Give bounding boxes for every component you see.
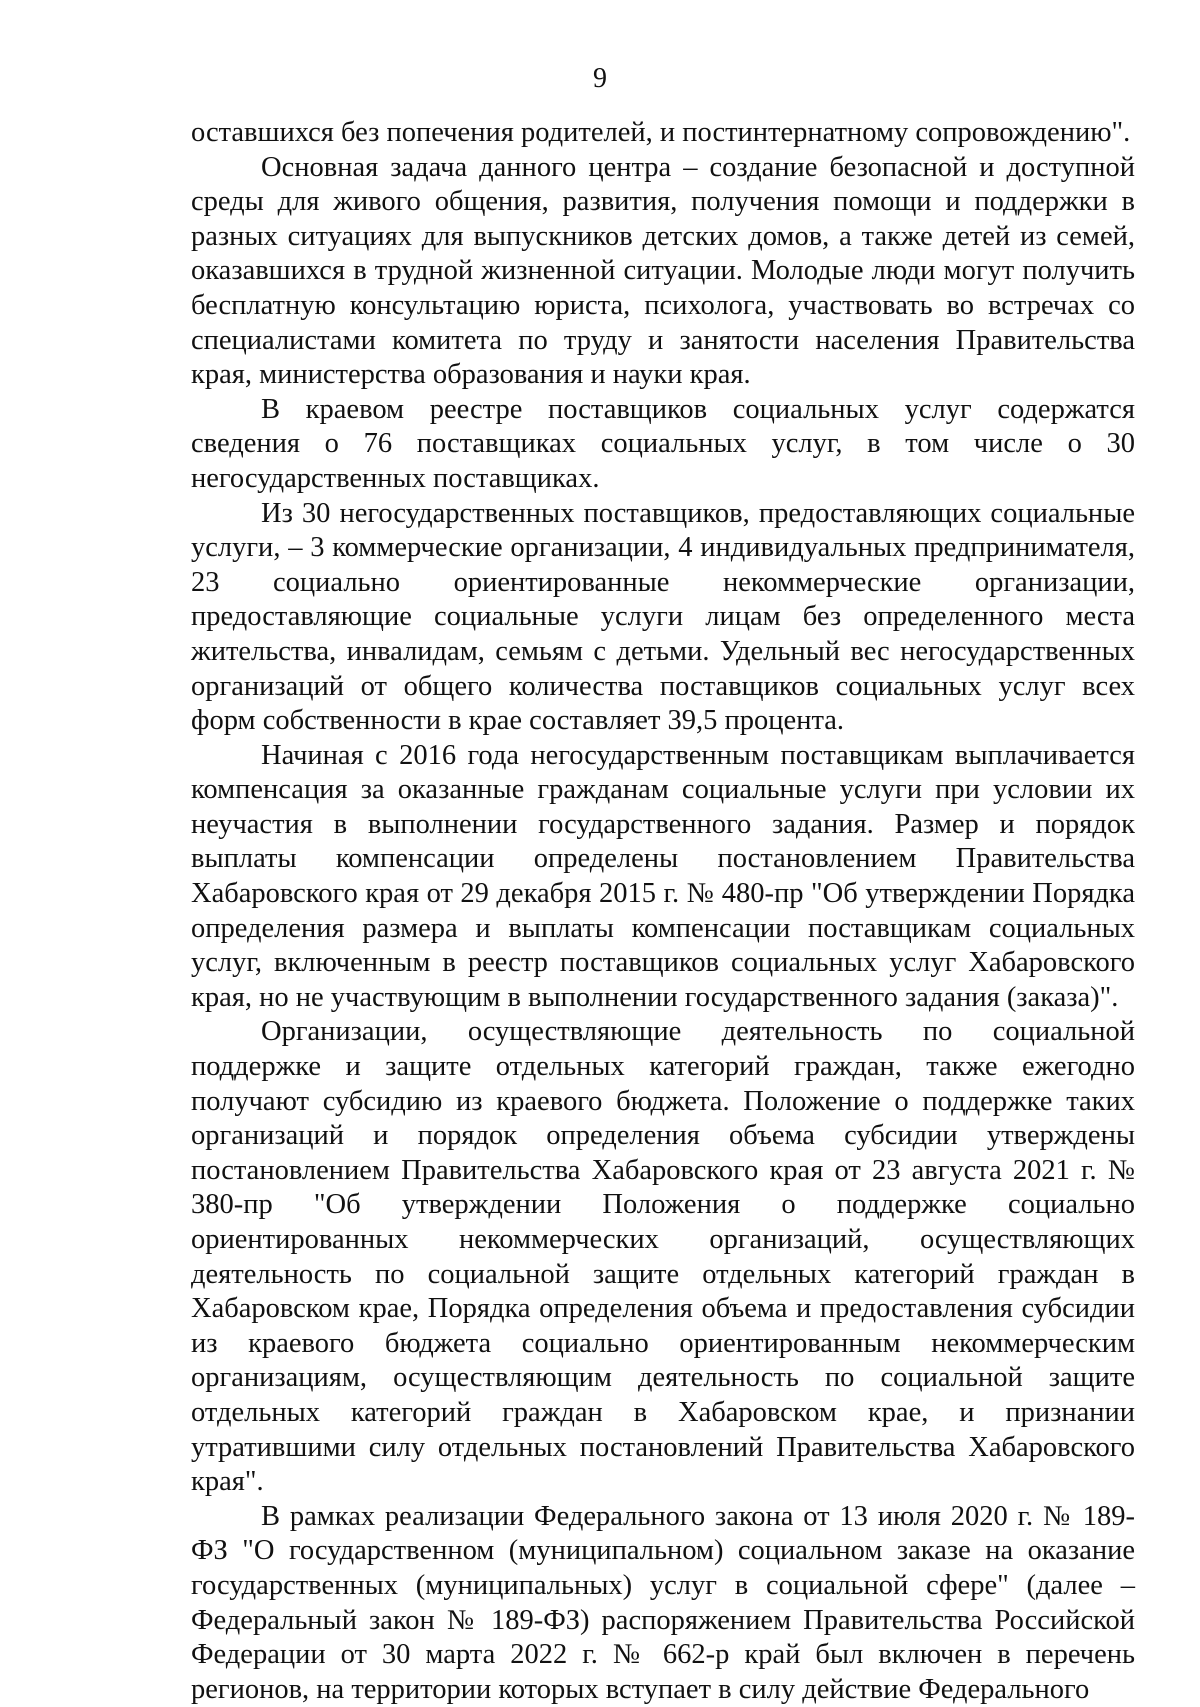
paragraph-federal-law: В рамках реализации Федерального закона от 13 июля 2020 г. № 189-ФЗ "О государственном (муниципальном) социальном заказе на оказание государственных (муниципальных) услуг в социальной сфере" (далее – Федеральный закон № 189-ФЗ) распоряжением Правительства Российской Федерации от 30 марта 2022 г. № 662-р край был включен в перечень регионов, на территории которых вступает в силу действие Федерального <box>191 1500 1135 1705</box>
paragraph-continuation: оставшихся без попечения родителей, и постинтернатному сопровождению". <box>191 117 1131 148</box>
page-number: 9 <box>593 63 607 94</box>
paragraph-non-state-providers: Из 30 негосударственных поставщиков, предоставляющих социальные услуги, – 3 коммерческие организации, 4 индивидуальных предпринимателя, 23 социально ориентированные некоммерческие организации, предоставляющие социальные услуги лицам без определенного места жительства, инвалидам, семьям с детьми. Удельный вес негосударственных организаций от общего количества поставщиков социальных услуг всех форм собственности в крае составляет 39,5 процента. <box>191 497 1135 737</box>
document-body <box>191 116 1135 1707</box>
paragraph-compensation: Начиная с 2016 года негосударственным поставщикам выплачивается компенсация за оказанные гражданам социальные услуги при условии их неучастия в выполнении государственного задания. Размер и порядок выплаты компенсации определены постановлением Правительства Хабаровского края от 29 декабря 2015 г. № 480-пр "Об утверждении Порядка определения размера и выплаты компенсации поставщикам социальных услуг, включенным в реестр поставщиков социальных услуг Хабаровского края, но не участвующим в выполнении государственного задания (заказа)". <box>191 739 1135 1013</box>
paragraph-registry: В краевом реестре поставщиков социальных услуг содержатся сведения о 76 поставщиках социальных услуг, в том числе о 30 негосударственных поставщиках. <box>191 393 1135 494</box>
paragraph-subsidy: Организации, осуществляющие деятельность по социальной поддержке и защите отдельных категорий граждан, также ежегодно получают субсидию из краевого бюджета. Положение о поддержке таких организаций и порядок определения объема субсидии утверждены постановлением Правительства Хабаровского края от 23 августа 2021 г. № 380-пр "Об утверждении Положения о поддержке социально ориентированных некоммерческих организаций, осуществляющих деятельность по социальной защите отдельных категорий граждан в Хабаровском крае, Порядка определения объема и предоставления субсидии из краевого бюджета социально ориентированным некоммерческим организациям, осуществляющим деятельность по социальной защите отдельных категорий граждан в Хабаровском крае, и признании утратившими силу отдельных постановлений Правительства Хабаровского края". <box>191 1016 1135 1498</box>
paragraph-center-task: Основная задача данного центра – создание безопасной и доступной среды для живого общения, развития, получения помощи и поддержки в разных ситуациях для выпускников детских домов, а также детей из семей, оказавшихся в трудной жизненной ситуации. Молодые люди могут получить бесплатную консультацию юриста, психолога, участвовать во встречах со специалистами комитета по труду и занятости населения Правительства края, министерства образования и науки края. <box>191 151 1135 391</box>
